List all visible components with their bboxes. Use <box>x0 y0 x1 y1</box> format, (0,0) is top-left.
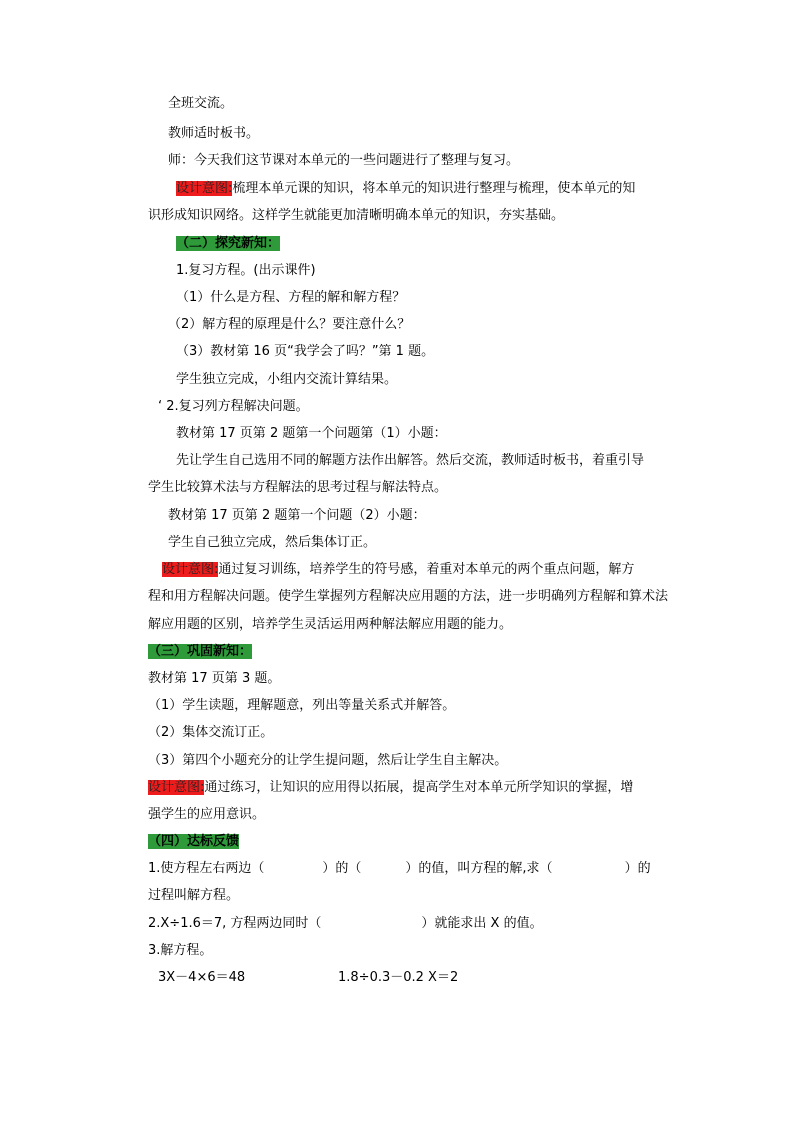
text-line: 1.复习方程。(出示课件) <box>176 263 316 278</box>
design-intent-label: 设计意图: <box>162 562 219 577</box>
section-heading-label: （三）巩固新知： <box>148 644 253 659</box>
text-line: 通过复习训练，培养学生的符号感，着重对本单元的两个重点问题，解方 <box>218 562 635 577</box>
text-line: 教材第 17 页第 2 题第一个问题（2）小题： <box>168 508 426 523</box>
design-intent-paragraph <box>162 562 634 578</box>
equation: 1.8÷0.3－0.2 X＝2 <box>338 970 459 985</box>
text-line: 程和用方程解决问题。使学生掌握列方程解决应用题的方法，进一步明确列方程解和算术法 <box>148 589 669 604</box>
section-heading-label: （四）达标反馈 <box>148 834 240 849</box>
text-segment: ）就能求出 X 的值。 <box>421 916 543 931</box>
design-intent-label: 设计意图: <box>176 181 233 196</box>
text-line: 学生独立完成，小组内交流计算结果。 <box>176 372 398 387</box>
section-heading <box>148 834 239 850</box>
text-line: 学生自己独立完成，然后集体订正。 <box>168 535 377 550</box>
section-heading <box>148 644 252 660</box>
text-line: （1）什么是方程、方程的解和解方程？ <box>176 290 406 305</box>
text-line: 3.解方程。 <box>148 943 213 958</box>
text-line: （1）学生读题，理解题意，列出等量关系式并解答。 <box>148 698 456 713</box>
text-line: 全班交流。 <box>168 96 234 111</box>
fill-in-question <box>148 916 543 932</box>
text-line: ‘ 2.复习列方程解决问题。 <box>158 399 309 414</box>
text-line: 教材第 17 页第 2 题第一个问题第（1）小题： <box>176 426 447 441</box>
text-line: 过程叫解方程。 <box>148 888 240 903</box>
section-heading <box>176 236 280 252</box>
text-line: （2）集体交流订正。 <box>148 725 274 740</box>
text-line: （2）解方程的原理是什么？要注意什么？ <box>168 317 411 332</box>
text-line: 教材第 17 页第 3 题。 <box>148 671 281 686</box>
design-intent-label: 设计意图: <box>148 780 205 795</box>
text-line: （3）教材第 16 页“我学会了吗？”第 1 题。 <box>176 344 435 359</box>
text-line: 解应用题的区别，培养学生灵活运用两种解法解应用题的能力。 <box>148 617 513 632</box>
fill-in-question <box>148 861 651 877</box>
section-heading-label: （二）探究新知： <box>176 236 281 251</box>
text-line: 梳理本单元课的知识，将本单元的知识进行整理与梳理，使本单元的知 <box>232 181 636 196</box>
text-line: （3）第四个小题充分的让学生提问题，然后让学生自主解决。 <box>148 753 508 768</box>
design-intent-paragraph <box>176 181 635 197</box>
text-line: 强学生的应用意识。 <box>148 807 266 822</box>
text-line: 通过练习，让知识的应用得以拓展，提高学生对本单元所学知识的掌握，增 <box>204 780 634 795</box>
text-line: 教师适时板书。 <box>168 126 260 141</box>
equation: 3X－4×6＝48 <box>158 970 246 985</box>
text-line: 先让学生自己选用不同的解题方法作出解答。然后交流，教师适时板书，着重引导 <box>176 453 645 468</box>
text-segment: ）的值，叫方程的解,求（ <box>405 861 553 876</box>
text-line: 学生比较算术法与方程解法的思考过程与解法特点。 <box>148 480 448 495</box>
text-line: 师：今天我们这节课对本单元的一些问题进行了整理与复习。 <box>168 153 520 168</box>
text-segment: 1.使方程左右两边（ <box>148 861 265 876</box>
text-segment: 2.X÷1.6＝7, 方程两边同时（ <box>148 916 322 931</box>
text-segment: ）的 <box>624 861 651 876</box>
text-segment: ）的（ <box>322 861 362 876</box>
text-line: 识形成知识网络。这样学生就能更加清晰明确本单元的知识，夯实基础。 <box>148 208 565 223</box>
design-intent-paragraph <box>148 780 633 796</box>
